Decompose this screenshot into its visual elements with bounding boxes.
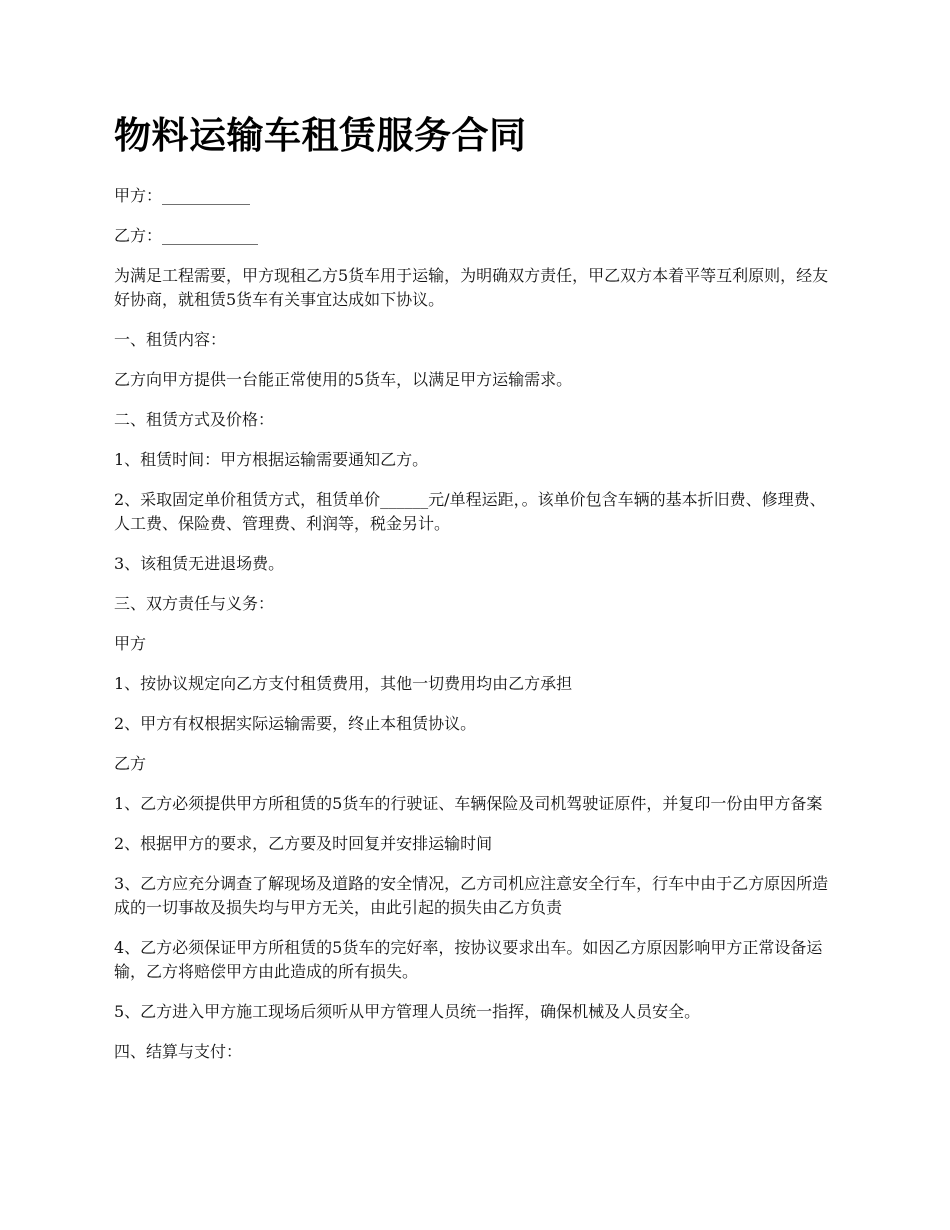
party-b-heading: 乙方 bbox=[114, 754, 147, 773]
party-b-clause-5: 5、乙方进入甲方施工现场后须听从甲方管理人员统一指挥，确保机械及人员安全。 bbox=[114, 1002, 701, 1021]
clause-lease-time: 1、租赁时间：甲方根据运输需要通知乙方。 bbox=[114, 450, 429, 469]
party-a-clause-2: 2、甲方有权根据实际运输需要，终止本租赁协议。 bbox=[114, 714, 477, 733]
clause-unit-price: 2、采取固定单价租赁方式，租赁单价______元/单程运距，。该单价包含车辆的基本折旧费、修理费、人工费、保险费、管理费、利润等，税金另计。 bbox=[114, 490, 826, 533]
party-a-clause-1: 1、按协议规定向乙方支付租赁费用，其他一切费用均由乙方承担 bbox=[114, 674, 573, 693]
party-b-clause-4: 4、乙方必须保证甲方所租赁的5货车的完好率，按协议要求出车。如因乙方原因影响甲方正常设备运输，乙方将赔偿甲方由此造成的所有损失。 bbox=[114, 938, 823, 981]
document-title: 物料运输车租赁服务合同 bbox=[114, 113, 527, 157]
party-b-clause-2: 2、根据甲方的要求，乙方要及时回复并安排运输时间 bbox=[114, 834, 493, 853]
section-heading-responsibilities: 三、双方责任与义务： bbox=[114, 594, 275, 613]
party-b-clause-1: 1、乙方必须提供甲方所租赁的5货车的行驶证、车辆保险及司机驾驶证原件，并复印一份由甲方备案 bbox=[114, 794, 823, 813]
party-b-clause-3: 3、乙方应充分调查了解现场及道路的安全情况，乙方司机应注意安全行车，行车中由于乙方原因所造成的一切事故及损失均与甲方无关，由此引起的损失由乙方负责 bbox=[114, 874, 829, 917]
document-body bbox=[114, 112, 840, 1080]
section-heading-lease-method: 二、租赁方式及价格： bbox=[114, 410, 275, 429]
party-b-line: 乙方：____________ bbox=[114, 226, 259, 245]
lease-content-paragraph: 乙方向甲方提供一台能正常使用的5货车，以满足甲方运输需求。 bbox=[114, 370, 573, 389]
section-heading-lease-content: 一、租赁内容： bbox=[114, 330, 227, 349]
section-heading-settlement: 四、结算与支付： bbox=[114, 1042, 243, 1061]
party-a-line: 甲方：___________ bbox=[114, 186, 251, 205]
party-a-heading: 甲方 bbox=[114, 634, 147, 653]
preamble-paragraph: 为满足工程需要，甲方现租乙方5货车用于运输，为明确双方责任，甲乙双方本着平等互利原则，经友好协商，就租赁5货车有关事宜达成如下协议。 bbox=[114, 266, 829, 309]
clause-no-entry-fee: 3、该租赁无进退场费。 bbox=[114, 554, 285, 573]
